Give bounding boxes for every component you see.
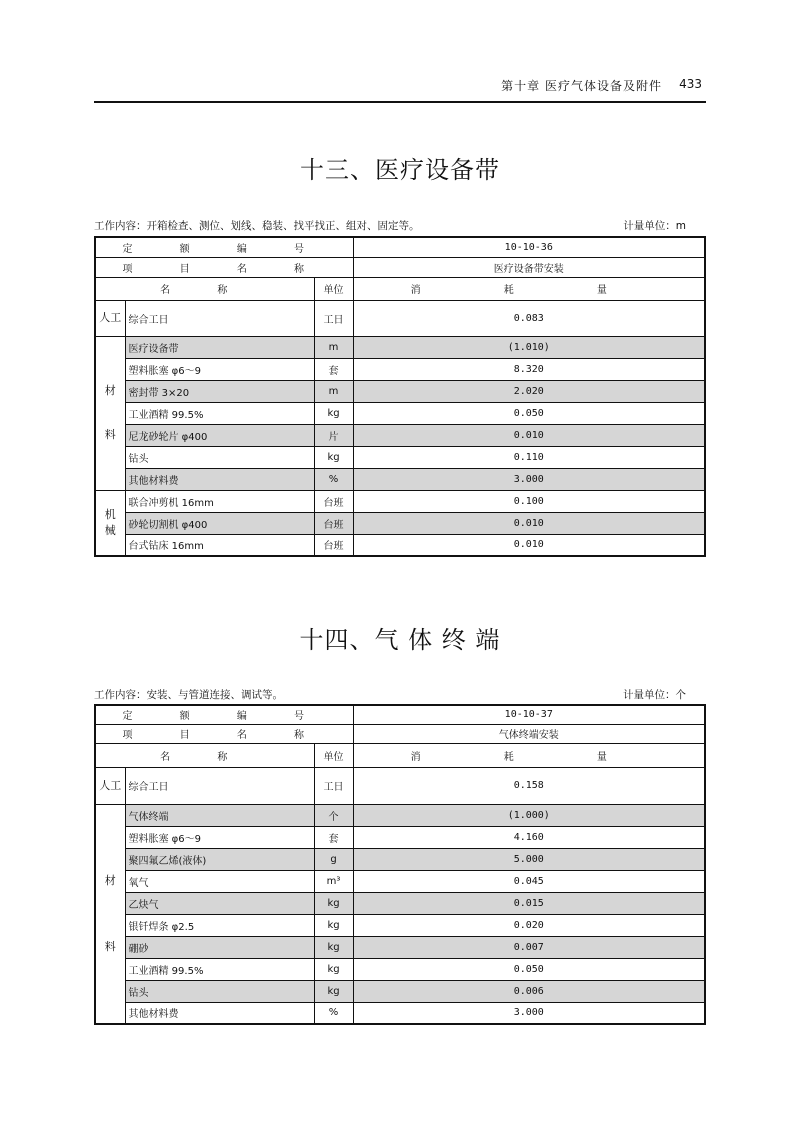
labor-name: 综合工日 [125, 300, 314, 336]
material-value: 0.020 [353, 914, 705, 936]
material-unit: 片 [314, 424, 353, 446]
consumption-header: 消 耗 量 [353, 743, 705, 767]
column-header-row [95, 743, 705, 767]
materials-group-label: 材 料 [95, 336, 125, 490]
machinery-unit: 台班 [314, 490, 353, 512]
quota-table-13 [94, 236, 706, 557]
labor-name: 综合工日 [125, 767, 314, 804]
labor-row [95, 767, 705, 804]
table-row [95, 980, 705, 1002]
material-name: 硼砂 [125, 936, 314, 958]
machinery-name: 台式钻床 16mm [125, 534, 314, 556]
table-row [95, 534, 705, 556]
item-name-row [95, 724, 705, 743]
labor-unit: 工日 [314, 767, 353, 804]
table-row [95, 1002, 705, 1024]
machinery-name: 砂轮切割机 φ400 [125, 512, 314, 534]
material-value: 0.015 [353, 892, 705, 914]
labor-value: 0.158 [353, 767, 705, 804]
machinery-name: 联合冲剪机 16mm [125, 490, 314, 512]
machinery-group-label: 机械 [95, 490, 125, 556]
material-name: 塑料胀塞 φ6～9 [125, 358, 314, 380]
material-name: 塑料胀塞 φ6～9 [125, 826, 314, 848]
machinery-value: 0.010 [353, 512, 705, 534]
section-title-14: 十四、气 体 终 端 [299, 626, 501, 654]
name-header: 名 称 [95, 277, 314, 300]
item-label: 项 目 名 称 [95, 724, 353, 743]
material-value: (1.000) [353, 804, 705, 826]
work-content-line-14 [94, 687, 704, 703]
quota-no: 10-10-36 [353, 237, 705, 257]
page-header [94, 75, 706, 103]
work-content: 工作内容：安装、与管道连接、调试等。 [94, 689, 283, 701]
material-unit: kg [314, 980, 353, 1002]
labor-row [95, 300, 705, 336]
material-name: 聚四氟乙烯(液体) [125, 848, 314, 870]
item-name: 气体终端安装 [353, 724, 705, 743]
material-unit: m [314, 380, 353, 402]
materials-group-label: 材 料 [95, 804, 125, 1024]
material-unit: kg [314, 446, 353, 468]
material-value: 3.000 [353, 1002, 705, 1024]
item-label: 项 目 名 称 [95, 257, 353, 277]
material-unit: % [314, 1002, 353, 1024]
material-unit: % [314, 468, 353, 490]
material-name: 其他材料费 [125, 1002, 314, 1024]
table-row [95, 446, 705, 468]
material-value: 0.050 [353, 958, 705, 980]
chapter-title: 第十章 医疗气体设备及附件 [501, 79, 662, 93]
material-name: 尼龙砂轮片 φ400 [125, 424, 314, 446]
material-value: 5.000 [353, 848, 705, 870]
table-row [95, 336, 705, 358]
unit-header: 单位 [314, 743, 353, 767]
table-row [95, 468, 705, 490]
labor-value: 0.083 [353, 300, 705, 336]
labor-group-label: 人工 [95, 767, 125, 804]
material-value: 0.050 [353, 402, 705, 424]
quota-no-label: 定 额 编 号 [95, 705, 353, 724]
material-unit: 套 [314, 358, 353, 380]
table-row [95, 424, 705, 446]
machinery-value: 0.010 [353, 534, 705, 556]
section-title-13: 十三、医疗设备带 [300, 156, 500, 184]
quota-no-label: 定 额 编 号 [95, 237, 353, 257]
material-unit: kg [314, 936, 353, 958]
table-row [95, 512, 705, 534]
material-value: (1.010) [353, 336, 705, 358]
material-name: 乙炔气 [125, 892, 314, 914]
material-name: 钻头 [125, 446, 314, 468]
material-name: 银钎焊条 φ2.5 [125, 914, 314, 936]
material-value: 0.045 [353, 870, 705, 892]
material-name: 氧气 [125, 870, 314, 892]
item-name: 医疗设备带安装 [353, 257, 705, 277]
table-row [95, 892, 705, 914]
page-number: 433 [679, 77, 702, 91]
table-row [95, 380, 705, 402]
item-name-row [95, 257, 705, 277]
table-row [95, 870, 705, 892]
measure-unit: 计量单位：个 [623, 689, 686, 701]
material-name: 其他材料费 [125, 468, 314, 490]
material-value: 0.110 [353, 446, 705, 468]
material-unit: kg [314, 402, 353, 424]
material-unit: kg [314, 914, 353, 936]
machinery-unit: 台班 [314, 534, 353, 556]
consumption-header: 消 耗 量 [353, 277, 705, 300]
table-row [95, 358, 705, 380]
column-header-row [95, 277, 705, 300]
material-unit: kg [314, 892, 353, 914]
name-header: 名 称 [95, 743, 314, 767]
material-name: 工业酒精 99.5% [125, 958, 314, 980]
material-value: 0.007 [353, 936, 705, 958]
material-value: 0.010 [353, 424, 705, 446]
work-content-line-13 [94, 218, 704, 234]
machinery-value: 0.100 [353, 490, 705, 512]
machinery-unit: 台班 [314, 512, 353, 534]
measure-unit: 计量单位：m [623, 220, 686, 232]
material-name: 医疗设备带 [125, 336, 314, 358]
material-unit: 个 [314, 804, 353, 826]
table-row [95, 490, 705, 512]
material-name: 气体终端 [125, 804, 314, 826]
material-unit: g [314, 848, 353, 870]
work-content: 工作内容：开箱检查、测位、划线、稳装、找平找正、组对、固定等。 [94, 220, 420, 232]
unit-header: 单位 [314, 277, 353, 300]
table-row [95, 826, 705, 848]
material-unit: kg [314, 958, 353, 980]
table-row [95, 958, 705, 980]
quota-no-row [95, 237, 705, 257]
table-row [95, 804, 705, 826]
table-row [95, 402, 705, 424]
material-name: 钻头 [125, 980, 314, 1002]
labor-unit: 工日 [314, 300, 353, 336]
material-value: 8.320 [353, 358, 705, 380]
material-unit: 套 [314, 826, 353, 848]
material-unit: m³ [314, 870, 353, 892]
quota-no: 10-10-37 [353, 705, 705, 724]
material-value: 3.000 [353, 468, 705, 490]
quota-no-row [95, 705, 705, 724]
quota-table-14 [94, 704, 706, 1025]
material-value: 0.006 [353, 980, 705, 1002]
material-value: 4.160 [353, 826, 705, 848]
material-name: 工业酒精 99.5% [125, 402, 314, 424]
table-row [95, 848, 705, 870]
labor-group-label: 人工 [95, 300, 125, 336]
material-unit: m [314, 336, 353, 358]
material-name: 密封带 3×20 [125, 380, 314, 402]
material-value: 2.020 [353, 380, 705, 402]
table-row [95, 914, 705, 936]
table-row [95, 936, 705, 958]
